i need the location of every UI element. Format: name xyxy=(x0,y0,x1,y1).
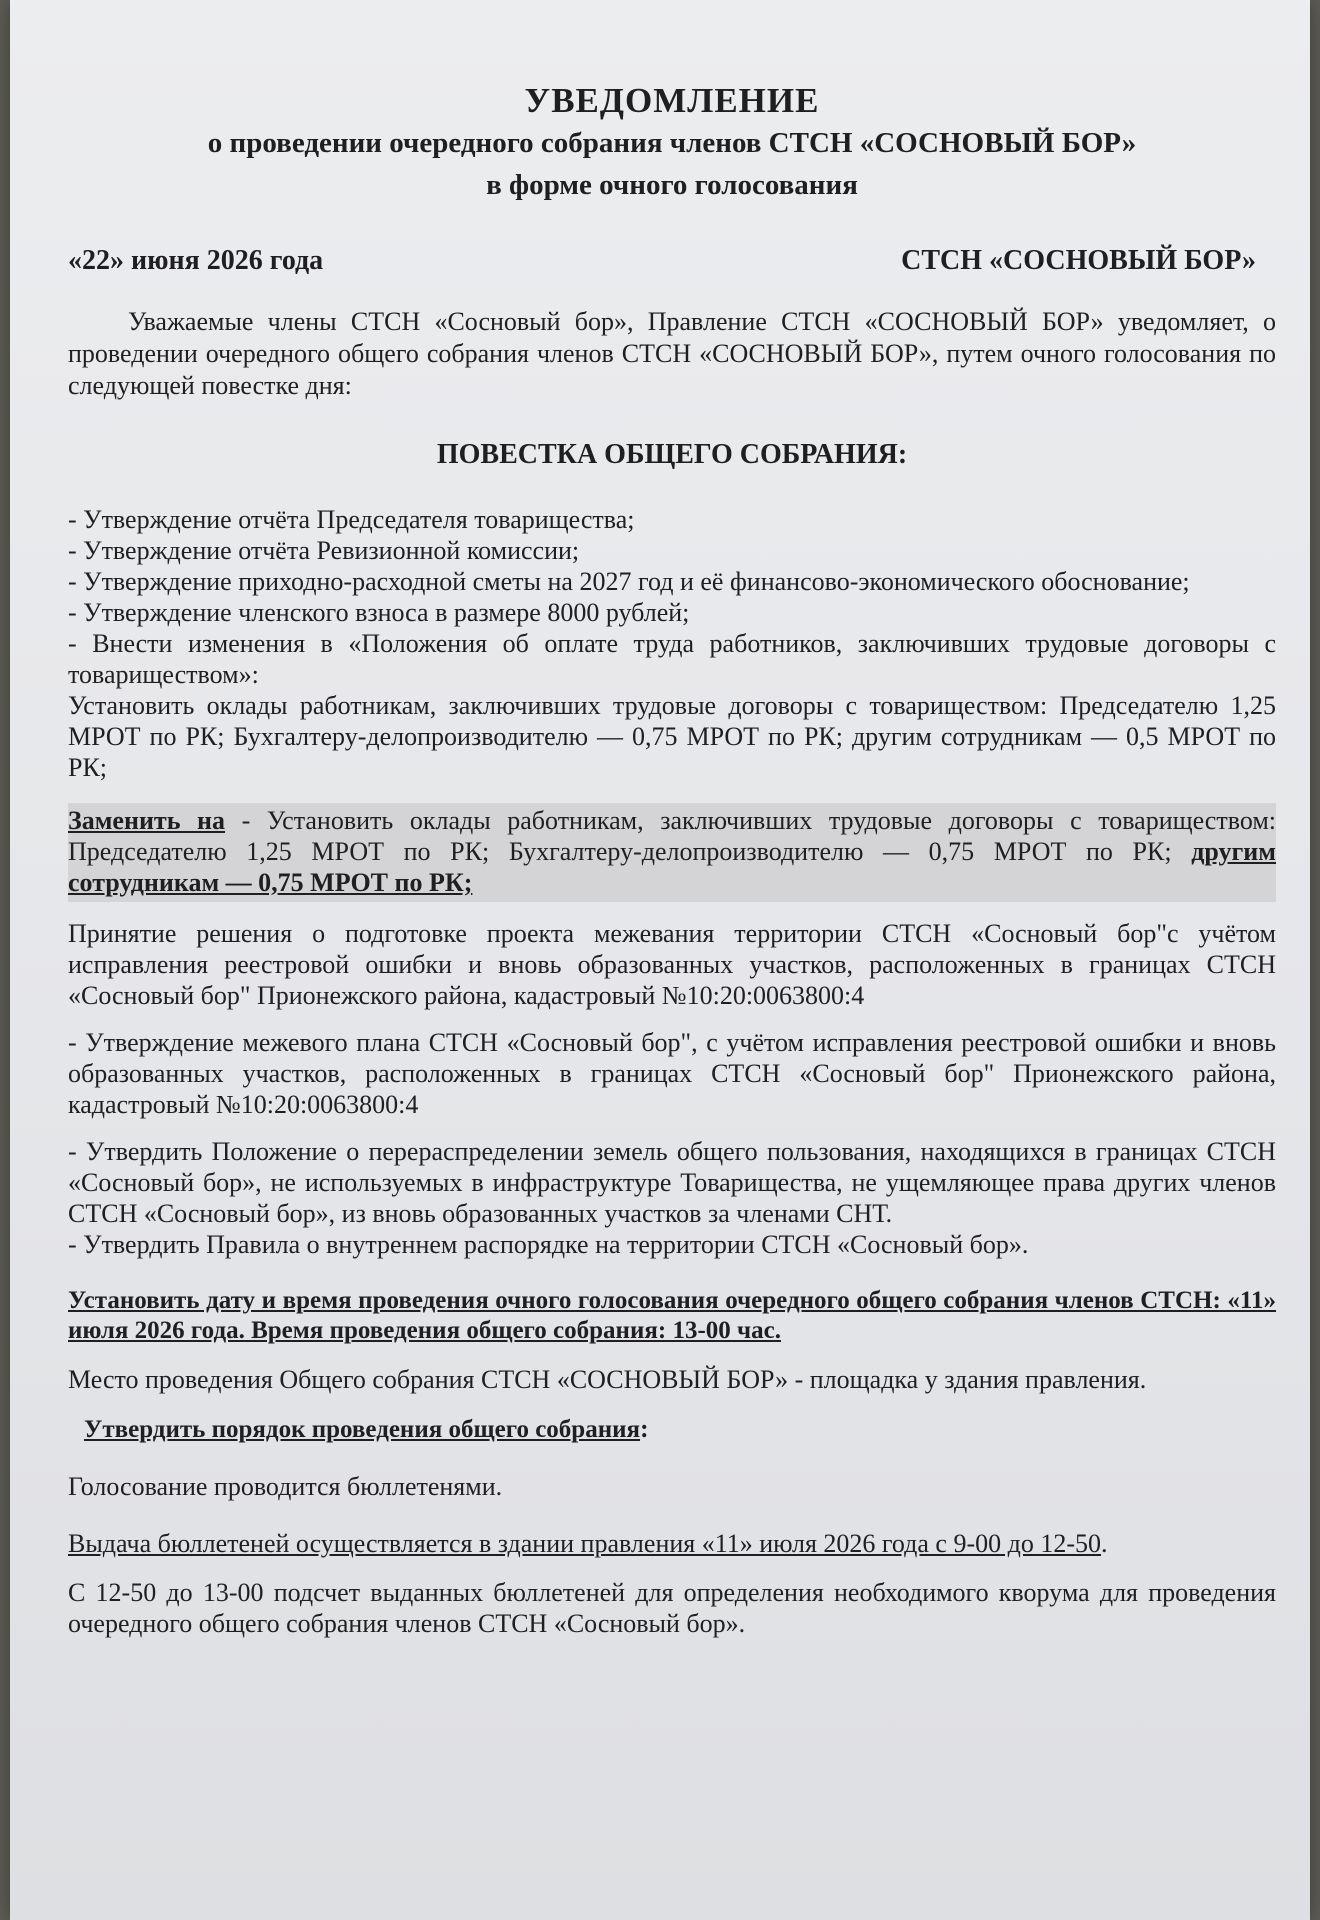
agenda-item: - Внести изменения в «Положения об оплате труда работников, заключивших трудовые договоры с товариществом»: xyxy=(68,629,1276,689)
notice-sheet xyxy=(10,0,1310,1920)
replace-label: Заменить на xyxy=(68,806,226,835)
procedure-heading-row xyxy=(68,1413,1276,1445)
ballot-issue: Выдача бюллетеней осуществляется в здании правления «11» июля 2026 года с 9-00 до 12-50 xyxy=(68,1529,1102,1558)
meta-row xyxy=(68,244,1276,278)
notice-date: «22» июня 2026 года xyxy=(68,245,324,276)
survey-decision-item: Принятие решения о подготовке проекта межевания территории СТСН «Сосновый бор"с учётом исправления реестровой ошибки и вновь образованных участков, расположенных в границах СТСН «Сосновый бор" Прионежского района, кадастровый №10:20:0063800:4 xyxy=(68,919,1276,1010)
agenda-item: - Утверждение отчёта Ревизионной комиссии; xyxy=(68,536,580,565)
replace-block xyxy=(68,803,1276,902)
replace-text: - Установить оклады работникам, заключивших трудовые договоры с товариществом: Председателю 1,25 МРОТ по РК; Бухгалтеру-делопроизводителю — 0,75 МРОТ по РК; xyxy=(68,806,1276,866)
voting-method: Голосование проводится бюллетенями. xyxy=(68,1472,503,1501)
intro-paragraph: Уважаемые члены СТСН «Сосновый бор», Правление СТСН «СОСНОВЫЙ БОР» уведомляет, о проведении очередного общего собрания членов СТСН «СОСНОВЫЙ БОР», путем очного голосования по следующей повестке дня: xyxy=(68,307,1276,400)
document-subtitle-line1: о проведении очередного собрания членов СТСН «СОСНОВЫЙ БОР» xyxy=(207,127,1137,159)
agenda-item: - Утверждение членского взноса в размере 8000 рублей; xyxy=(68,598,690,627)
ballot-issue-end: . xyxy=(1101,1529,1108,1558)
replace-emphasis: другим сотрудникам — 0,75 МРОТ по РК; xyxy=(68,837,1276,897)
agenda-item: Установить оклады работникам, заключивших трудовые договоры с товариществом: Председателю 1,25 МРОТ по РК; Бухгалтеру-делопроизводителю — 0,75 МРОТ по РК; другим сотрудникам — 0,5 МРОТ по РК; xyxy=(68,691,1276,782)
meeting-date-time: Установить дату и время проведения очного голосования очередного общего собрания членов СТСН: «11» июля 2026 года. Время проведения общего собрания: 13-00 час. xyxy=(68,1287,1276,1344)
agenda-list xyxy=(68,504,1276,1260)
document-subtitle-line2: в форме очного голосования xyxy=(486,169,858,201)
survey-plan-item: - Утверждение межевого плана СТСН «Сосновый бор", с учётом исправления реестровой ошибки и вновь образованных участков, расположенных в границах СТСН «Сосновый бор" Прионежского района, кадастровый №10:20:0063800:4 xyxy=(68,1028,1276,1119)
agenda-heading: ПОВЕСТКА ОБЩЕГО СОБРАНИЯ: xyxy=(436,439,908,470)
procedure-colon: : xyxy=(640,1414,649,1443)
ballot-issue-row xyxy=(68,1528,1276,1559)
replace-paragraph xyxy=(68,805,1276,898)
meeting-location: Место проведения Общего собрания СТСН «СОСНОВЫЙ БОР» - площадка у здания правления. xyxy=(68,1365,1147,1394)
land-regulation-item: - Утвердить Положение о перераспределении земель общего пользования, находящихся в границах СТСН «Сосновый бор», не используемых в инфраструктуре Товарищества, не ущемляющее права других членов СТСН «Сосновый бор», из вновь образованных участков за членами СНТ. xyxy=(68,1137,1276,1228)
organization-name: СТСН «СОСНОВЫЙ БОР» xyxy=(901,245,1256,276)
agenda-item: - Утверждение приходно-расходной сметы на 2027 год и её финансово-экономического обоснование; xyxy=(68,567,1190,596)
document-title: УВЕДОМЛЕНИЕ xyxy=(524,81,820,120)
internal-rules-item: - Утвердить Правила о внутреннем распорядке на территории СТСН «Сосновый бор». xyxy=(68,1230,1029,1259)
agenda-item: - Утверждение отчёта Председателя товарищества; xyxy=(68,505,635,534)
ballot-count: С 12-50 до 13-00 подсчет выданных бюллетеней для определения необходимого кворума для проведения очередного общего собрания членов СТСН «Сосновый бор». xyxy=(68,1578,1276,1638)
procedure-heading: Утвердить порядок проведения общего собрания xyxy=(84,1416,641,1443)
